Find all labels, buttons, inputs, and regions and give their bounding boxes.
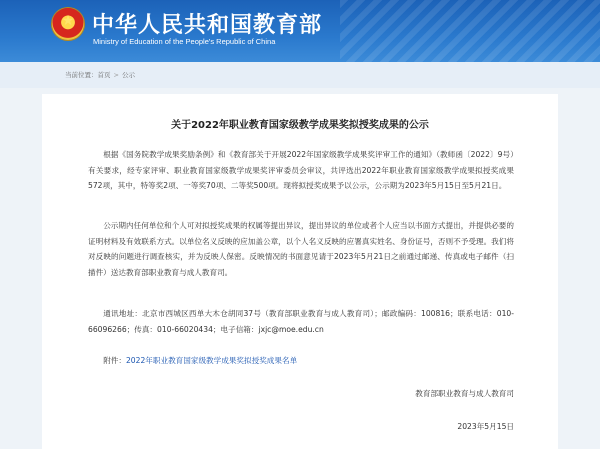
site-subtitle: Ministry of Education of the People's Republic of China bbox=[93, 37, 276, 46]
attachment-label: 附件： bbox=[103, 356, 126, 365]
attachment-link[interactable]: 2022年职业教育国家级教学成果奖拟授奖成果名单 bbox=[125, 356, 298, 365]
header-decoration bbox=[340, 0, 600, 62]
notice-paragraph-1: 根据《国务院教学成果奖励条例》和《教育部关于开展2022年国家级教学成果奖评审工作的通知》（教师函〔2022〕9号）有关要求，经专家评审、职业教育国家级教学成果奖评审委员会审议，共评选出2022年职业教育国家级教学成果拟授奖成果572项，其中，特等奖2项、一等奖70项、二等奖500项。现将拟授奖成果予以公示，公示期为2023年5月15日至5月21日。 bbox=[88, 150, 514, 191]
breadcrumb bbox=[65, 70, 135, 79]
national-emblem-icon[interactable] bbox=[52, 8, 84, 40]
site-header bbox=[0, 0, 600, 62]
breadcrumb-home-link[interactable]: 首页 bbox=[97, 71, 111, 79]
breadcrumb-current: 公示 bbox=[121, 71, 135, 79]
attachment-line bbox=[88, 353, 514, 368]
breadcrumb-label: 当前位置： bbox=[65, 71, 98, 79]
site-title[interactable]: 中华人民共和国教育部 bbox=[92, 13, 323, 38]
notice-paragraph-2: 公示期内任何单位和个人可对拟授奖成果的权属等提出异议，提出异议的单位或者个人应当以书面方式提出，并提供必要的证明材料及有效联系方式。以单位名义反映的应加盖公章，以个人名义反映的应署真实姓名、身份证号，否则不予受理。我们将对反映的问题进行调查核实，并为反映人保密。反映情况的书面意见请于2023年5月21日之前通过邮递、传真或电子邮件（扫描件）送达教育部职业教育与成人教育司。 bbox=[88, 221, 514, 277]
notice-signature: 教育部职业教育与成人教育司 bbox=[415, 389, 514, 398]
article-content bbox=[42, 94, 558, 449]
notice-title: 关于2022年职业教育国家级教学成果奖拟授奖成果的公示 bbox=[171, 120, 429, 131]
breadcrumb-separator: > bbox=[113, 71, 119, 79]
notice-date: 2023年5月15日 bbox=[457, 422, 514, 431]
contact-paragraph: 通讯地址：北京市西城区西单大木仓胡同37号（教育部职业教育与成人教育司）；邮政编码：100816；联系电话：010-66096266；传真：010-66020434；电子信箱：jxjc@moe.edu.cn bbox=[88, 309, 514, 334]
